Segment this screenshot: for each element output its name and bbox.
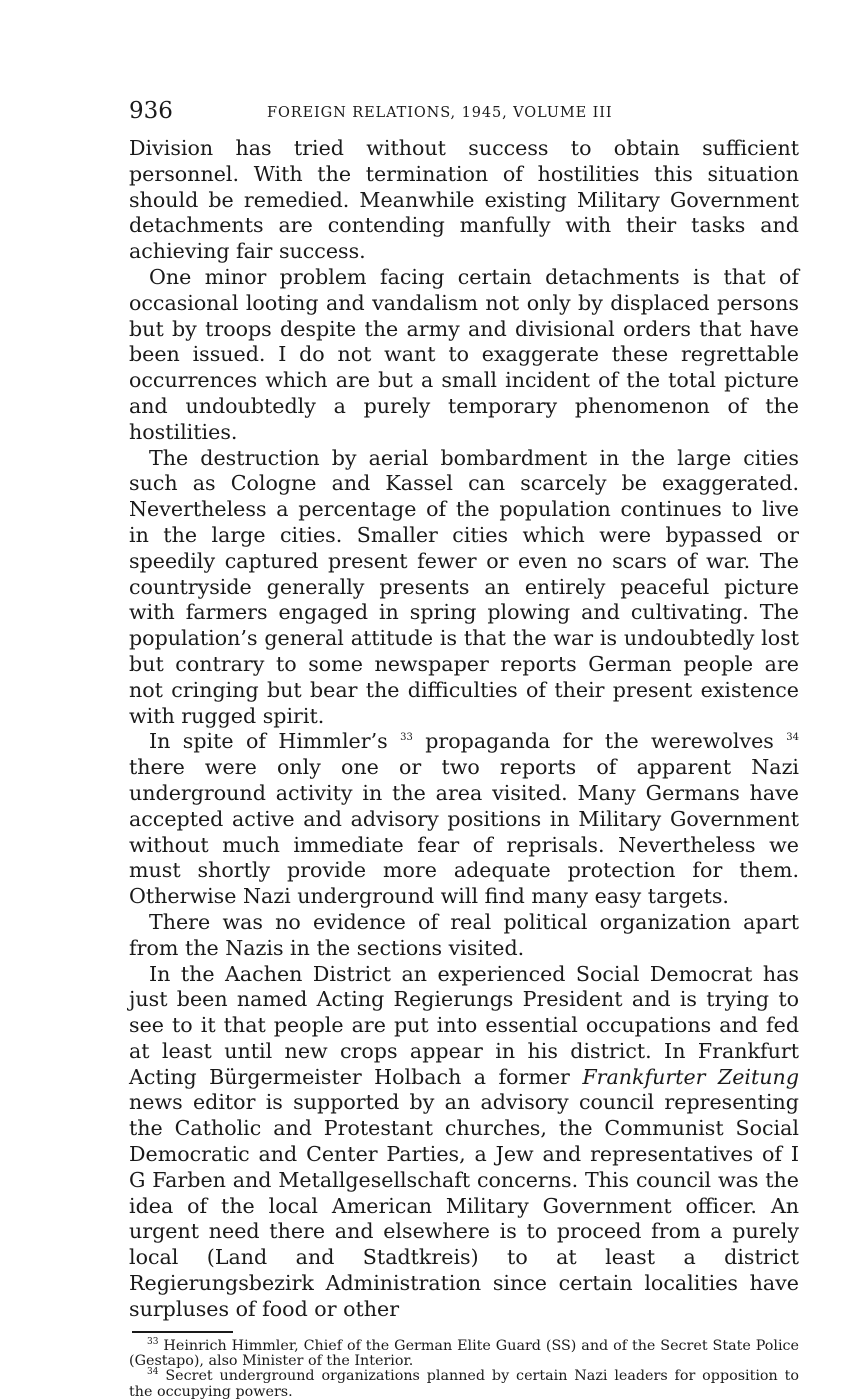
footnote-34 bbox=[129, 1369, 799, 1400]
footnote-marker: 33 bbox=[147, 1336, 159, 1347]
body-text bbox=[129, 136, 799, 1323]
paragraph-4-text-b: propaganda for the werewolves bbox=[412, 729, 774, 754]
running-head: FOREIGN RELATIONS, 1945, VOLUME III bbox=[267, 105, 613, 121]
paragraph-5: There was no evidence of real political organization apart from the Nazis in the sections visited. bbox=[129, 909, 799, 960]
paragraph-6-text-a: In the Aachen District an experienced Social Democrat has just been named Acting Regierungs President and is trying to see to it that people are put into essential occupations and fed at least until new crops appear in his district. In Frankfurt Acting Bürgermeister Holbach a former bbox=[129, 961, 799, 1089]
document-page bbox=[129, 96, 799, 1400]
paragraph-1: Division has tried without success to obtain sufficient personnel. With the termination of hostilities this situation should be remedied. Meanwhile existing Military Government detachments are contending manfully with their tasks and achieving fair success. bbox=[129, 136, 799, 264]
footnote-divider bbox=[132, 1331, 233, 1333]
paragraph-6 bbox=[129, 962, 799, 1323]
footnote-ref-34[interactable]: 34 bbox=[786, 732, 799, 744]
paragraph-4 bbox=[129, 729, 799, 910]
paragraph-3: The destruction by aerial bombardment in the large cities such as Cologne and Kassel can scarcely be exaggerated. Nevertheless a percentage of the population continues to live in the large cities. Smaller cities which were bypassed or speedily captured present fewer or even no scars of war. The countryside generally presents an entirely peaceful picture with farmers engaged in spring plowing and cultivating. The population’s general attitude is that the war is undoubtedly lost but contrary to some newspaper reports German people are not cringing but bear the difficulties of their present existence with rugged spirit. bbox=[129, 445, 799, 728]
paragraph-4-text-a: In spite of Himmler’s bbox=[149, 729, 388, 754]
footnote-ref-33[interactable]: 33 bbox=[400, 732, 413, 744]
paragraph-4-text-c: there were only one or two reports of apparent Nazi underground activity in the area visited. Many Germans have accepted active and advisory positions in Military Government without much immediate fear of reprisals. Nevertheless we must shortly provide more adequate protection for them. Otherwise Nazi underground will find many easy targets. bbox=[129, 755, 799, 909]
footnote-33 bbox=[129, 1336, 799, 1370]
footnote-text: Secret underground organizations planned by certain Nazi leaders for opposition to the occupying powers. bbox=[129, 1368, 799, 1400]
newspaper-title: Frankfurter Zeitung bbox=[582, 1064, 799, 1089]
footnotes bbox=[129, 1336, 799, 1400]
page-header bbox=[129, 96, 799, 136]
page-number: 936 bbox=[129, 98, 173, 124]
footnote-marker: 34 bbox=[147, 1367, 159, 1378]
paragraph-2: One minor problem facing certain detachments is that of occasional looting and vandalism not only by displaced persons but by troops despite the army and divisional orders that have been issued. I do not want to exaggerate these regrettable occurrences which are but a small incident of the total picture and undoubtedly a purely temporary phenomenon of the hostilities. bbox=[129, 264, 799, 444]
footnote-text: Heinrich Himmler, Chief of the German Elite Guard (SS) and of the Secret State Police (Gestapo), also Minister of the Interior. bbox=[129, 1337, 799, 1369]
paragraph-6-text-b: news editor is supported by an advisory council representing the Catholic and Protestant churches, the Communist Social Democratic and Center Parties, a Jew and representatives of I G Farben and Metallgesellschaft concerns. This council was the idea of the local American Military Government officer. An urgent need there and elsewhere is to proceed from a purely local (Land and Stadtkreis) to at least a district Regierungsbezirk Administration since certain localities have surpluses of food or other bbox=[129, 1090, 799, 1321]
